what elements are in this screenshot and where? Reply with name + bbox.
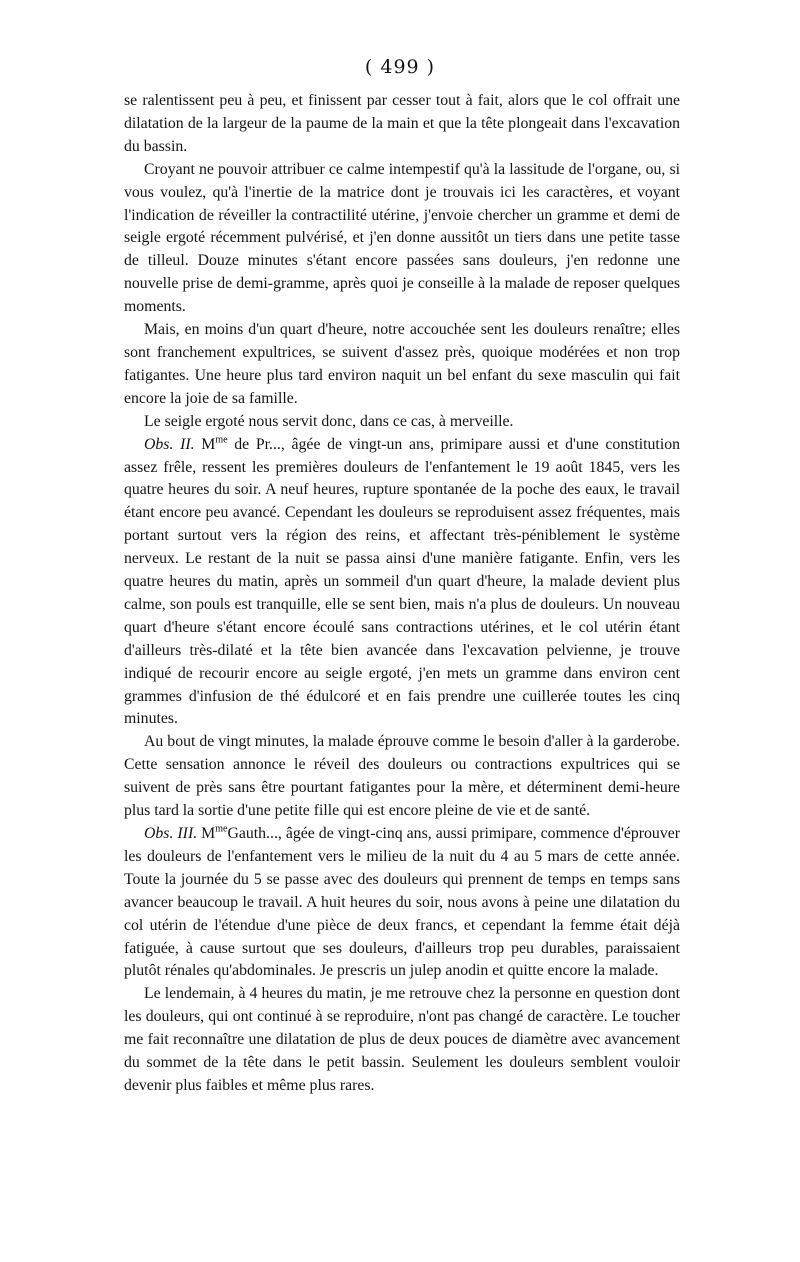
title-superscript: me (215, 434, 228, 446)
paragraph-obs-2 (124, 434, 680, 732)
observation-label: Obs. II. (144, 435, 195, 453)
paragraph-4: Le seigle ergoté nous servit donc, dans ce cas, à merveille. (144, 412, 514, 430)
page-number: ( 499 ) (364, 56, 436, 78)
title-abbreviation: M (201, 825, 216, 842)
title-superscript: me (215, 823, 228, 835)
paragraph-1: se ralentissent peu à peu, et finissent par cesser tout à fait, alors que le col offrait une dilatation de la largeur de la paume de la main et que la tête plongeait dans l'excavation du bassin. (124, 92, 680, 155)
paragraph-3: Mais, en moins d'un quart d'heure, notre accouchée sent les douleurs renaître; elles sont franchement expultrices, se suivent d'assez près, quoique modérées et non trop fatigantes. Une heure plus tard environ naquit un bel enfant du sexe masculin qui fait encore la joie de sa famille. (124, 321, 680, 407)
paragraph-6: Au bout de vingt minutes, la malade éprouve comme le besoin d'aller à la garderobe. Cette sensation annonce le réveil des douleurs ou contractions expultrices qui se suivent de près sans être pourtant fatigantes pour la mère, et déterminent demi-heure plus tard la sortie d'une petite fille qui est encore pleine de vie et de santé. (124, 733, 680, 820)
observation-label: Obs. III. (144, 825, 198, 842)
paragraph-obs-3 (124, 823, 680, 983)
observation-text: Gauth..., âgée de vingt-cinq ans, aussi primipare, commence d'éprouver les douleurs de l'enfantement vers le milieu de la nuit du 4 au 5 mars de cette année. Toute la journée du 5 se passe avec des douleurs qui prennent de temps en temps sans avancer beaucoup le travail. A huit heures du soir, nous avons à peine une dilatation du col utérin de l'étendue d'une pièce de deux francs, et cependant la femme était déjà fatiguée, à cause surtout que ses douleurs, d'ailleurs trop peu durables, paraissaient plutôt rénales qu'abdominales. Je prescris un julep anodin et quitte encore la malade. (124, 825, 680, 980)
title-abbreviation: M (201, 435, 216, 453)
paragraph-2: Croyant ne pouvoir attribuer ce calme intempestif qu'à la lassitude de l'organe, ou, si vous voulez, qu'à l'inertie de la matrice dont je trouvais ici les caractères, et voyant l'indication de réveiller la contractilité utérine, j'envoie chercher un gramme et demi de seigle ergoté récemment pulvérisé, et j'en donne aussitôt un tiers dans une petite tasse de tilleul. Douze minutes s'étant encore passées sans douleurs, j'en redonne une nouvelle prise de demi-gramme, après quoi je conseille à la malade de reposer quelques moments. (124, 160, 680, 316)
observation-text: de Pr..., âgée de vingt-un ans, primipare aussi et d'une constitution assez frêle, ressent les premières douleurs de l'enfantement le 19 août 1845, vers les quatre heures du soir. A neuf heures, rupture spontanée de la poche des eaux, le travail étant encore peu avancé. Cependant les douleurs se reproduisent assez fréquentes, mais portant surtout vers la région des reins, et affectant très-péniblement le système nerveux. Le restant de la nuit se passa ainsi d'une manière fatigante. Enfin, vers les quatre heures du matin, après un sommeil d'un quart d'heure, la malade devient plus calme, son pouls est tranquille, elle se sent bien, mais n'a plus de douleurs. Un nouveau quart d'heure s'étant encore écoulé sans contractions utérines, et le col utérin étant d'ailleurs très-dilaté et la tête bien avancée dans l'excavation pelvienne, je trouve indiqué de recourir encore au seigle ergoté, j'en mets un gramme dans environ cent grammes d'infusion de thé édulcoré et en fais prendre une cuillerée toutes les cinq minutes. (124, 435, 681, 728)
paragraph-8: Le lendemain, à 4 heures du matin, je me retrouve chez la personne en question dont les douleurs, qui ont continué à se reproduire, n'ont pas changé de caractère. Le toucher me fait reconnaître une dilatation de plus de deux pouces de diamètre avec avancement du sommet de la tête dans le petit bassin. Seulement les douleurs semblent vouloir devenir plus faibles et même plus rares. (124, 985, 680, 1094)
body-text (124, 90, 680, 1098)
